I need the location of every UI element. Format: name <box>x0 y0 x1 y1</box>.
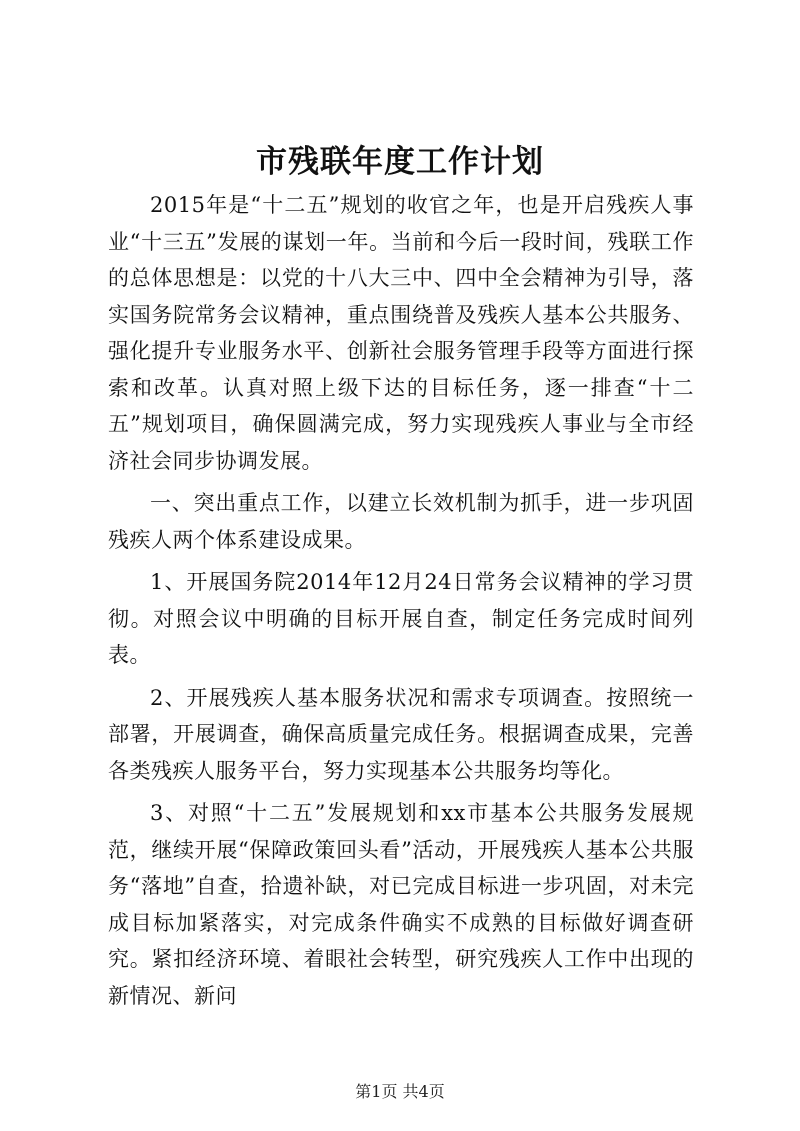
paragraph-intro: 2015年是“十二五”规划的收官之年，也是开启残疾人事业“十三五”发展的谋划一年。当前和今后一段时间，残联工作的总体思想是：以党的十八大三中、四中全会精神为引导，落实国务院常务会议精神，重点围绕普及残疾人基本公共服务、强化提升专业服务水平、创新社会服务管理手段等方面进行探索和改革。认真对照上级下达的目标任务，逐一排查“十二五”规划项目，确保圆满完成，努力实现残疾人事业与全市经济社会同步协调发展。 <box>108 193 694 473</box>
paragraph-item-2: 2、开展残疾人基本服务状况和需求专项调查。按照统一部署，开展调查，确保高质量完成任务。根据调查成果，完善各类残疾人服务平台，努力实现基本公共服务均等化。 <box>108 685 694 783</box>
page-footer: 第1页 共4页 <box>355 1082 445 1101</box>
page-title: 市残联年度工作计划 <box>256 144 544 180</box>
paragraph-item-3: 3、对照“十二五”发展规划和xx市基本公共服务发展规范，继续开展“保障政策回头看”活动，开展残疾人基本公共服务“落地”自查，拾遗补缺，对已完成目标进一步巩固，对未完成目标加紧落实，对完成条件确实不成熟的目标做好调查研究。紧扣经济环境、着眼社会转型，研究残疾人工作中出现的新情况、新问 <box>108 801 694 1008</box>
paragraph-section-one: 一、突出重点工作，以建立长效机制为抓手，进一步巩固残疾人两个体系建设成果。 <box>108 491 694 552</box>
paragraph-item-1: 1、开展国务院2014年12月24日常务会议精神的学习贯彻。对照会议中明确的目标开展自查，制定任务完成时间列表。 <box>108 570 694 667</box>
document-body <box>108 187 694 1020</box>
